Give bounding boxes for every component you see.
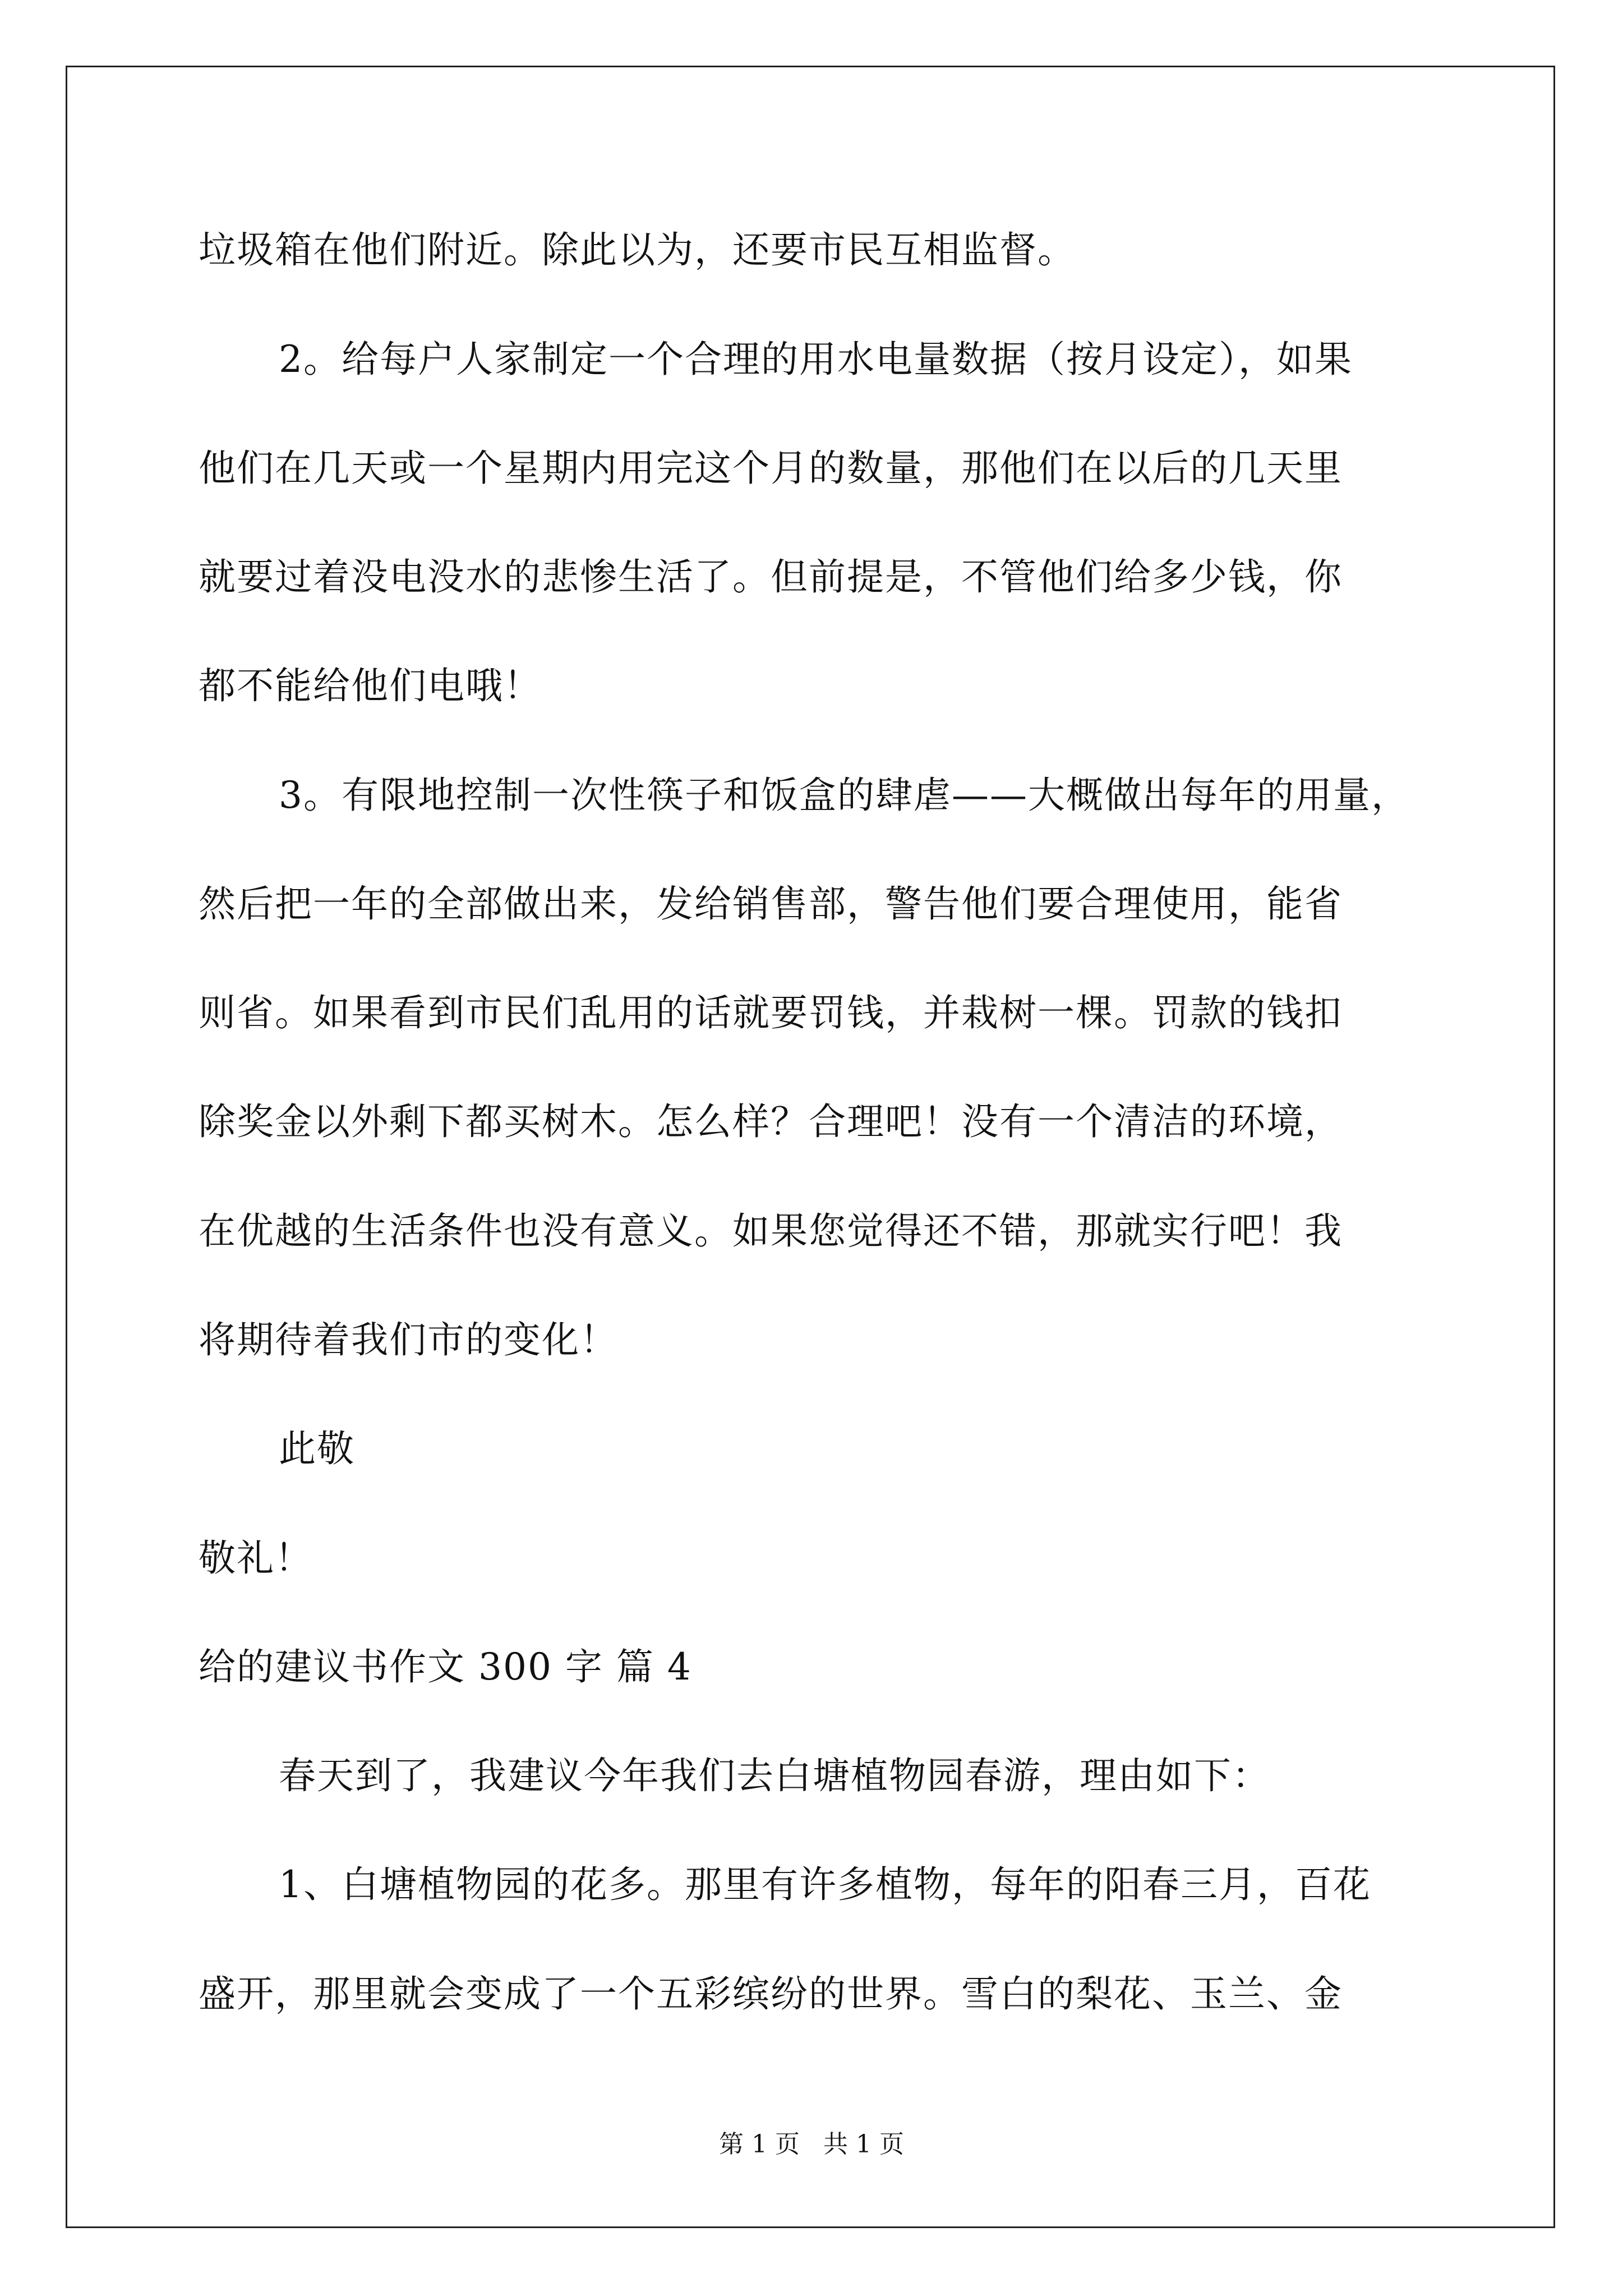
section-heading: 给的建议书作文 300 字 篇 4 [199, 1645, 692, 1688]
text-line: 1、白塘植物园的花多。那里有许多植物，每年的阳春三月，百花 [279, 1863, 1371, 1906]
text-line: 将期待着我们市的变化！ [199, 1318, 618, 1361]
text-line: 就要过着没电没水的悲惨生活了。但前提是，不管他们给多少钱，你 [199, 555, 1343, 599]
text-line: 2。给每户人家制定一个合理的用水电量数据（按月设定），如果 [279, 338, 1353, 381]
page-number-footer: 第 1 页 共 1 页 [719, 2130, 904, 2159]
text-line: 敬礼！ [199, 1536, 313, 1580]
text-line: 3。有限地控制一次性筷子和饭盒的肆虐——大概做出每年的用量， [279, 774, 1409, 817]
text-line: 春天到了，我建议今年我们去白塘植物园春游，理由如下： [279, 1754, 1270, 1797]
text-line: 除奖金以外剩下都买树木。怎么样？合理吧！没有一个清洁的环境， [199, 1100, 1343, 1143]
text-line: 他们在几天或一个星期内用完这个月的数量，那他们在以后的几天里 [199, 447, 1343, 490]
text-line: 盛开，那里就会变成了一个五彩缤纷的世界。雪白的梨花、玉兰、金 [199, 1972, 1343, 2016]
text-line: 垃圾箱在他们附近。除此以为，还要市民互相监督。 [199, 228, 1076, 272]
text-line: 然后把一年的全部做出来，发给销售部，警告他们要合理使用，能省 [199, 882, 1343, 926]
text-line: 都不能给他们电哦！ [199, 664, 542, 707]
text-line: 在优越的生活条件也没有意义。如果您觉得还不错，那就实行吧！我 [199, 1209, 1343, 1253]
text-line: 此敬 [279, 1427, 355, 1470]
text-line: 则省。如果看到市民们乱用的话就要罚钱，并栽树一棵。罚款的钱扣 [199, 991, 1343, 1034]
